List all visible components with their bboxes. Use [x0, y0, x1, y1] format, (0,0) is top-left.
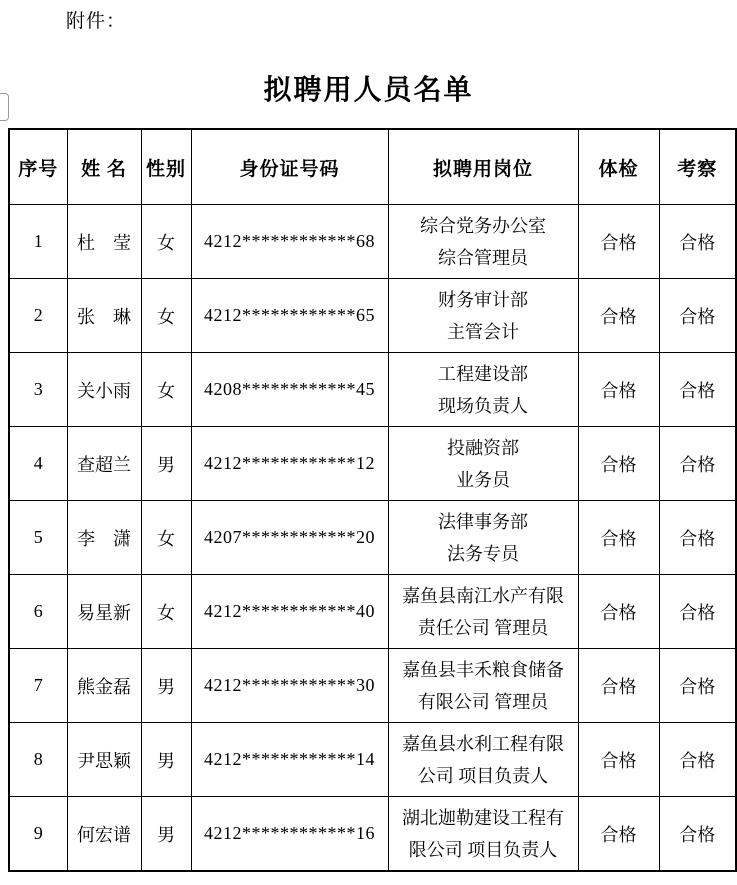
position-line2: 主管会计 — [447, 321, 519, 342]
table-header-row — [9, 129, 736, 205]
attachment-label: 附件： — [66, 11, 127, 32]
cell-name: 杜 莹 — [67, 205, 141, 279]
position-line2: 限公司 项目负责人 — [408, 839, 558, 860]
cell-id-number: 4212************14 — [191, 723, 388, 797]
table-row — [9, 353, 736, 427]
cell-id-number: 4212************68 — [191, 205, 388, 279]
cell-gender: 男 — [141, 723, 191, 797]
cell-id-number: 4212************65 — [191, 279, 388, 353]
cell-name: 李 潇 — [67, 501, 141, 575]
cell-id-number: 4212************30 — [191, 649, 388, 723]
cell-physical-exam: 合格 — [578, 427, 659, 501]
position-line2: 责任公司 管理员 — [417, 617, 549, 638]
cell-gender: 女 — [141, 353, 191, 427]
position-line1: 嘉鱼县南江水产有限 — [402, 585, 564, 606]
cell-gender: 男 — [141, 649, 191, 723]
table-row — [9, 427, 736, 501]
cell-physical-exam: 合格 — [578, 279, 659, 353]
cell-name: 查超兰 — [67, 427, 141, 501]
position-line2: 综合管理员 — [438, 247, 528, 268]
cell-serial: 8 — [9, 723, 67, 797]
cell-physical-exam: 合格 — [578, 353, 659, 427]
cell-inspection: 合格 — [659, 279, 736, 353]
cell-serial: 9 — [9, 797, 67, 872]
header-name: 姓 名 — [67, 129, 141, 205]
cell-id-number: 4207************20 — [191, 501, 388, 575]
cell-inspection: 合格 — [659, 723, 736, 797]
table-row — [9, 279, 736, 353]
cell-position — [388, 649, 578, 723]
cell-serial: 4 — [9, 427, 67, 501]
table-row — [9, 649, 736, 723]
header-id-number: 身份证号码 — [191, 129, 388, 205]
cell-inspection: 合格 — [659, 205, 736, 279]
table-row — [9, 575, 736, 649]
cell-name: 熊金磊 — [67, 649, 141, 723]
cell-physical-exam: 合格 — [578, 205, 659, 279]
cell-position — [388, 797, 578, 872]
cell-id-number: 4212************12 — [191, 427, 388, 501]
cell-gender: 男 — [141, 797, 191, 872]
position-line1: 嘉鱼县水利工程有限 — [402, 733, 564, 754]
cell-physical-exam: 合格 — [578, 575, 659, 649]
cell-gender: 男 — [141, 427, 191, 501]
cell-position — [388, 205, 578, 279]
header-inspection: 考察 — [659, 129, 736, 205]
cell-id-number: 4212************16 — [191, 797, 388, 872]
table-row — [9, 797, 736, 872]
cell-name: 关小雨 — [67, 353, 141, 427]
header-position: 拟聘用岗位 — [388, 129, 578, 205]
cell-id-number: 4208************45 — [191, 353, 388, 427]
position-line2: 有限公司 管理员 — [417, 691, 549, 712]
cell-inspection: 合格 — [659, 353, 736, 427]
header-gender: 性别 — [141, 129, 191, 205]
cell-gender: 女 — [141, 205, 191, 279]
header-physical-exam: 体检 — [578, 129, 659, 205]
cell-inspection: 合格 — [659, 575, 736, 649]
cell-name: 尹思颖 — [67, 723, 141, 797]
cell-id-number: 4212************40 — [191, 575, 388, 649]
position-line1: 法律事务部 — [438, 511, 528, 532]
cell-serial: 2 — [9, 279, 67, 353]
position-line1: 湖北迦勒建设工程有 — [402, 807, 564, 828]
cell-position — [388, 353, 578, 427]
cell-position — [388, 723, 578, 797]
header-serial: 序号 — [9, 129, 67, 205]
cell-serial: 1 — [9, 205, 67, 279]
table-row — [9, 205, 736, 279]
cell-inspection: 合格 — [659, 501, 736, 575]
position-line2: 公司 项目负责人 — [417, 765, 549, 786]
table-row — [9, 501, 736, 575]
position-line1: 嘉鱼县丰禾粮食储备 — [402, 659, 564, 680]
position-line2: 法务专员 — [447, 543, 519, 564]
cell-physical-exam: 合格 — [578, 501, 659, 575]
cell-serial: 5 — [9, 501, 67, 575]
position-line1: 投融资部 — [447, 437, 519, 458]
cell-position — [388, 279, 578, 353]
cell-position — [388, 501, 578, 575]
cell-inspection: 合格 — [659, 649, 736, 723]
cell-gender: 女 — [141, 501, 191, 575]
position-line2: 现场负责人 — [438, 395, 528, 416]
page-edge-widget — [0, 93, 9, 121]
page-title: 拟聘用人员名单 — [263, 75, 474, 106]
cell-serial: 6 — [9, 575, 67, 649]
cell-serial: 7 — [9, 649, 67, 723]
cell-position — [388, 427, 578, 501]
cell-gender: 女 — [141, 279, 191, 353]
cell-physical-exam: 合格 — [578, 723, 659, 797]
cell-inspection: 合格 — [659, 427, 736, 501]
hire-roster-table — [8, 128, 737, 872]
position-line1: 财务审计部 — [438, 289, 528, 310]
cell-gender: 女 — [141, 575, 191, 649]
cell-name: 易星新 — [67, 575, 141, 649]
cell-serial: 3 — [9, 353, 67, 427]
cell-name: 何宏谱 — [67, 797, 141, 872]
cell-physical-exam: 合格 — [578, 649, 659, 723]
position-line1: 工程建设部 — [438, 363, 528, 384]
table-row — [9, 723, 736, 797]
position-line1: 综合党务办公室 — [420, 215, 546, 236]
cell-name: 张 琳 — [67, 279, 141, 353]
cell-physical-exam: 合格 — [578, 797, 659, 872]
position-line2: 业务员 — [456, 469, 510, 490]
cell-position — [388, 575, 578, 649]
cell-inspection: 合格 — [659, 797, 736, 872]
